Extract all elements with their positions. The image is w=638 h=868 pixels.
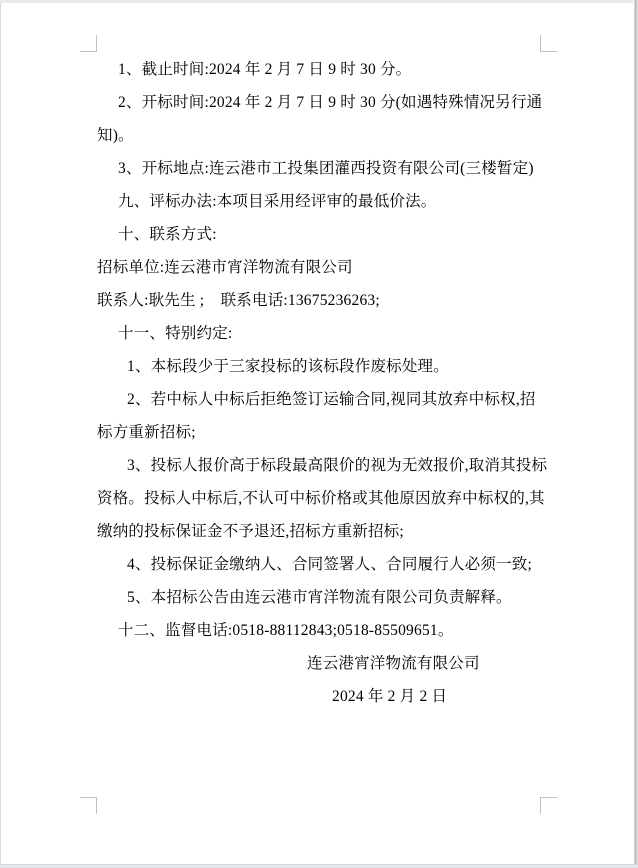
page-left-edge — [0, 3, 1, 868]
line-term-2: 2、若中标人中标后拒绝签订运输合同,视同其放弃中标权,招 — [127, 391, 536, 408]
line-tendering-unit: 招标单位:连云港市宵洋物流有限公司 — [97, 259, 353, 276]
page-bottom-gap — [0, 864, 638, 868]
page-top-gap — [0, 0, 638, 3]
line-term-3-cont-1: 资格。投标人中标后,不认可中标价格或其他原因放弃中标权的,其 — [97, 490, 545, 507]
line-bid-opening-time: 2、开标时间:2024 年 2 月 7 日 9 时 30 分(如遇特殊情况另行通 — [118, 94, 543, 111]
line-term-1: 1、本标段少于三家投标的该标段作废标处理。 — [127, 358, 449, 375]
line-contact-heading: 十、联系方式: — [118, 226, 217, 243]
line-special-terms-heading: 十一、特别约定: — [118, 325, 233, 342]
page-right-edge — [633, 0, 638, 868]
margin-mark-bottom-right — [540, 797, 557, 814]
line-term-3-cont-2: 缴纳的投标保证金不予退还,招标方重新招标; — [97, 523, 404, 540]
line-deadline: 1、截止时间:2024 年 2 月 7 日 9 时 30 分。 — [118, 61, 412, 78]
line-term-3: 3、投标人报价高于标段最高限价的视为无效报价,取消其投标 — [127, 457, 548, 474]
margin-mark-top-left — [80, 35, 97, 52]
line-signature-company: 连云港宵洋物流有限公司 — [307, 655, 480, 672]
line-contact-person-phone: 联系人:耿先生 ; 联系电话:13675236263; — [97, 292, 380, 309]
line-bid-opening-location: 3、开标地点:连云港市工投集团灌西投资有限公司(三楼暂定) — [118, 160, 534, 177]
line-evaluation-method: 九、评标办法:本项目采用经评审的最低价法。 — [118, 193, 437, 210]
line-term-5: 5、本招标公告由连云港市宵洋物流有限公司负责解释。 — [127, 589, 512, 606]
document-text-block — [97, 53, 548, 713]
margin-mark-bottom-left — [80, 797, 97, 814]
line-supervision-phone: 十二、监督电话:0518-88112843;0518-85509651。 — [118, 622, 454, 639]
line-term-4: 4、投标保证金缴纳人、合同签署人、合同履行人必须一致; — [127, 556, 532, 573]
line-signature-date: 2024 年 2 月 2 日 — [332, 688, 448, 705]
line-bid-opening-time-cont: 知)。 — [97, 127, 134, 144]
line-term-2-cont: 标方重新招标; — [97, 424, 196, 441]
margin-mark-top-right — [540, 35, 557, 52]
